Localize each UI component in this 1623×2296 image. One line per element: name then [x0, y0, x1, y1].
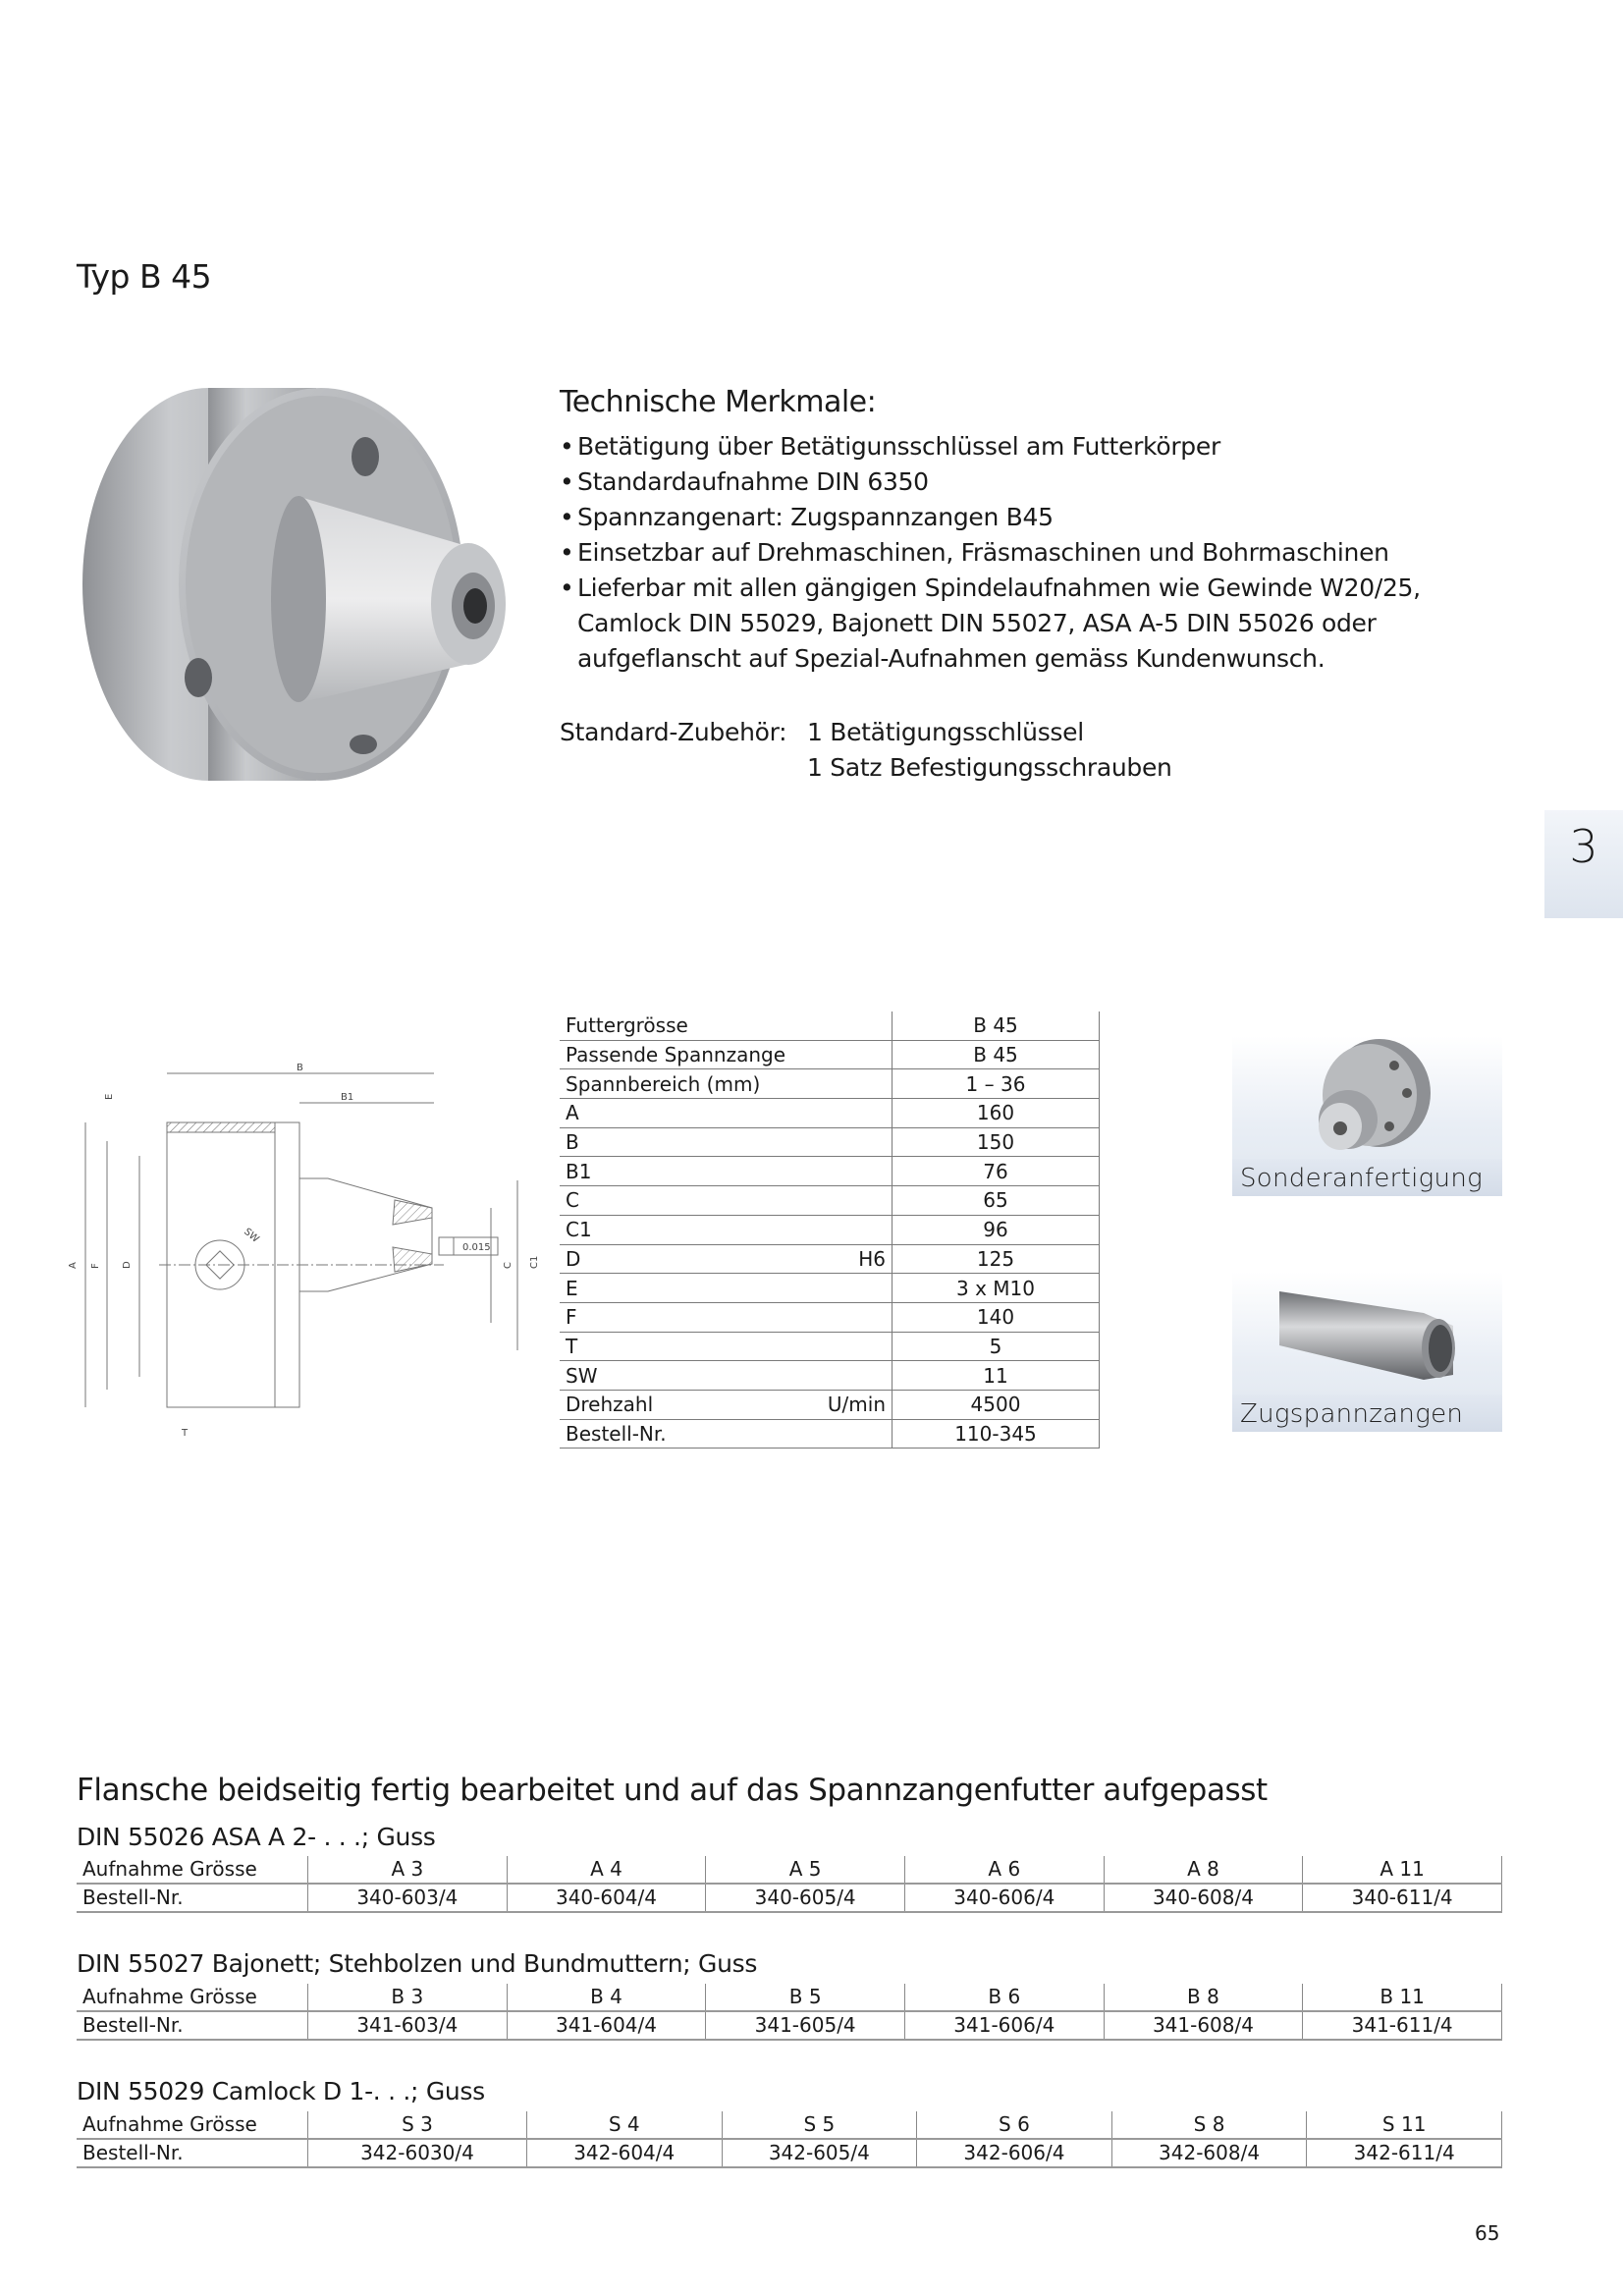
- page-title: Typ B 45: [77, 257, 212, 296]
- svg-text:E: E: [104, 1093, 115, 1100]
- product-photo-collet-chuck: [71, 378, 532, 791]
- table-row: SW 11: [560, 1361, 1100, 1391]
- accessory-item: 1 Betätigungsschlüssel: [807, 718, 1084, 746]
- feature-item: • Lieferbar mit allen gängigen Spindelaufnahmen wie Gewinde W20/25, Camlock DIN 55029, Bajonett DIN 55027, ASA A-5 DIN 55026 oder aufgeflanscht auf Spezial-Aufnahmen gemäss Kundenwunsch.: [560, 574, 1421, 673]
- feature-item: • Spannzangenart: Zugspannzangen B45: [560, 503, 1054, 531]
- table-row: C1 96: [560, 1215, 1100, 1244]
- svg-text:F: F: [90, 1263, 101, 1269]
- table-row: Bestell-Nr. 342-6030/4 342-604/4 342-605/4 342-606/4 342-608/4 342-611/4: [77, 2139, 1502, 2167]
- table-row: F 140: [560, 1302, 1100, 1332]
- features-list: [560, 429, 1502, 677]
- flange-table-din55027: [77, 1984, 1502, 2041]
- svg-text:B1: B1: [341, 1092, 354, 1103]
- features-heading: Technische Merkmale:: [560, 385, 877, 419]
- table-row: Aufnahme Grösse S 3 S 4 S 5 S 6 S 8 S 11: [77, 2111, 1502, 2139]
- svg-text:SW: SW: [242, 1226, 261, 1245]
- flange-table-title: DIN 55026 ASA A 2- . . .; Guss: [77, 1823, 436, 1851]
- table-row: Aufnahme Grösse B 3 B 4 B 5 B 6 B 8 B 11: [77, 1984, 1502, 2011]
- page-number: 65: [1475, 2221, 1500, 2245]
- table-row: B 150: [560, 1127, 1100, 1157]
- table-row: E 3 x M10: [560, 1274, 1100, 1303]
- svg-text:D: D: [122, 1261, 133, 1269]
- table-row: Futtergrösse B 45: [560, 1011, 1100, 1040]
- accessory-item: 1 Satz Befestigungsschrauben: [807, 753, 1172, 782]
- standard-accessories: [560, 715, 1172, 786]
- flange-table-din55026: [77, 1856, 1502, 1913]
- flanges-heading: Flansche beidseitig fertig bearbeitet und auf das Spannzangenfutter aufgepasst: [77, 1773, 1268, 1808]
- technical-drawing: [61, 1041, 562, 1453]
- table-row: T 5: [560, 1332, 1100, 1361]
- dim-label-B: B: [297, 1063, 303, 1073]
- feature-item: • Betätigung über Betätigunsschlüssel am Futterkörper: [560, 432, 1220, 461]
- feature-item: • Einsetzbar auf Drehmaschinen, Fräsmaschinen und Bohrmaschinen: [560, 538, 1389, 567]
- spec-table: [560, 1011, 1100, 1449]
- technical-features: [560, 385, 1502, 677]
- accessories-label: Standard-Zubehör:: [560, 718, 787, 746]
- svg-text:C: C: [503, 1262, 514, 1269]
- flange-table-title: DIN 55029 Camlock D 1-. . .; Guss: [77, 2077, 485, 2105]
- caption-sonderanfertigung: Sonderanfertigung: [1232, 1159, 1502, 1196]
- table-row: Drehzahl U/min 4500: [560, 1390, 1100, 1419]
- table-row: Bestell-Nr. 340-603/4 340-604/4 340-605/4 340-606/4 340-608/4 340-611/4: [77, 1884, 1502, 1912]
- feature-item: • Standardaufnahme DIN 6350: [560, 467, 929, 496]
- table-row: D H6 125: [560, 1244, 1100, 1274]
- table-row: Bestell-Nr. 341-603/4 341-604/4 341-605/4 341-606/4 341-608/4 341-611/4: [77, 2011, 1502, 2040]
- table-row: Passende Spannzange B 45: [560, 1040, 1100, 1069]
- table-row: Aufnahme Grösse A 3 A 4 A 5 A 6 A 8 A 11: [77, 1856, 1502, 1884]
- side-card-collets[interactable]: [1232, 1272, 1502, 1432]
- chapter-tab[interactable]: [1544, 810, 1623, 918]
- table-row: Bestell-Nr. 110-345: [560, 1419, 1100, 1449]
- flange-table-title: DIN 55027 Bajonett; Stehbolzen und Bundmuttern; Guss: [77, 1949, 758, 1978]
- table-row: C 65: [560, 1186, 1100, 1216]
- side-card-custom-made[interactable]: [1232, 1036, 1502, 1196]
- table-row: B1 76: [560, 1157, 1100, 1186]
- chapter-number: 3: [1569, 820, 1598, 873]
- collet-photo: [1232, 1272, 1502, 1394]
- table-row: Spannbereich (mm) 1 – 36: [560, 1069, 1100, 1099]
- svg-text:A: A: [68, 1262, 79, 1269]
- custom-chuck-photo: [1232, 1036, 1502, 1159]
- svg-text:0.015: 0.015: [462, 1242, 491, 1253]
- svg-text:T: T: [182, 1428, 189, 1439]
- svg-text:C1: C1: [529, 1255, 540, 1269]
- caption-zugspannzangen: Zugspannzangen: [1232, 1394, 1502, 1432]
- table-row: A 160: [560, 1099, 1100, 1128]
- flange-table-din55029: [77, 2111, 1502, 2168]
